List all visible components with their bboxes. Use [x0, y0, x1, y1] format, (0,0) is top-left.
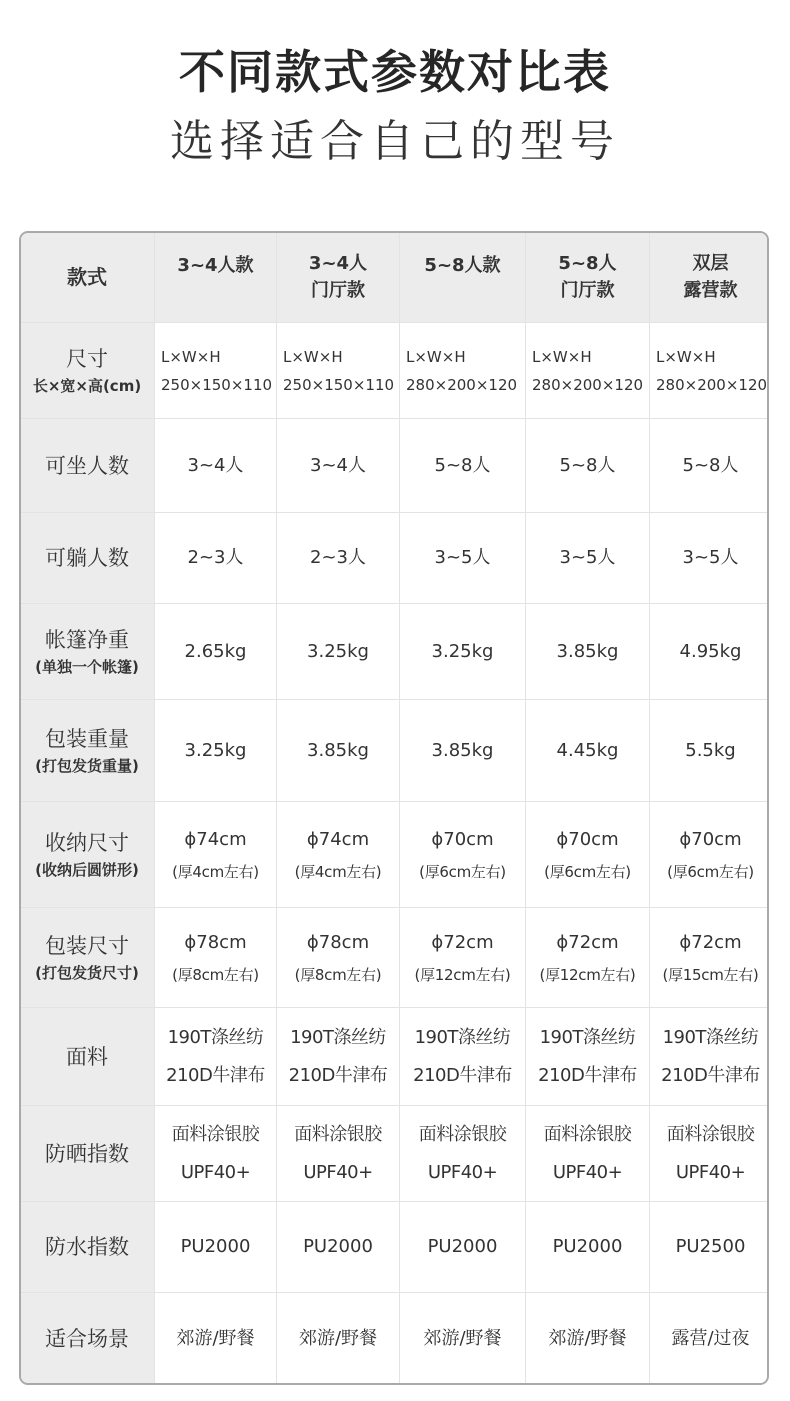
value-cell — [650, 604, 770, 700]
cell-value: 190T涤丝纺 — [414, 1026, 511, 1048]
value-cell — [400, 802, 526, 908]
cell-value: 2~3人 — [310, 547, 366, 568]
value-cell — [155, 323, 277, 419]
value-cell — [526, 419, 650, 513]
cell-value-secondary: (厚12cm左右) — [414, 965, 511, 984]
model-name-line1: 3~4人款 — [177, 255, 254, 276]
cell-value: 面料涂银胶 — [418, 1123, 507, 1145]
cell-value: ϕ70cm — [556, 828, 619, 850]
value-cell — [526, 1008, 650, 1106]
value-cell — [400, 604, 526, 700]
value-cell — [526, 802, 650, 908]
value-cell — [155, 604, 277, 700]
value-cell — [650, 700, 770, 802]
row-label-cell — [20, 700, 155, 802]
value-cell — [526, 1293, 650, 1386]
cell-value: 5~8人 — [559, 454, 616, 476]
cell-value: L×W×H — [161, 347, 221, 366]
cell-value: 190T涤丝纺 — [539, 1026, 636, 1048]
model-header-5 — [650, 232, 770, 323]
table-row — [20, 1008, 770, 1106]
value-cell — [155, 908, 277, 1008]
row-label-cell — [20, 419, 155, 513]
cell-value: 190T涤丝纺 — [167, 1026, 264, 1048]
cell-value: 面料涂银胶 — [294, 1123, 382, 1145]
cell-value: 3.85kg — [307, 739, 369, 761]
row-sublabel: (单独一个帐篷) — [35, 657, 139, 676]
value-cell — [526, 700, 650, 802]
cell-value-secondary: 210D牛津布 — [413, 1064, 512, 1086]
table-row — [20, 323, 770, 419]
value-cell — [400, 1008, 526, 1106]
cell-value: L×W×H — [406, 347, 466, 366]
cell-value-secondary: 250×150×110 — [283, 375, 395, 394]
row-label-cell — [20, 1202, 155, 1293]
cell-value: PU2500 — [675, 1236, 746, 1257]
cell-value: 190T涤丝纺 — [662, 1026, 759, 1048]
cell-value-secondary: 210D牛津布 — [661, 1064, 760, 1086]
cell-value-secondary: 280×200×120 — [406, 375, 518, 394]
value-cell — [155, 1202, 277, 1293]
cell-value-secondary: 280×200×120 — [656, 375, 768, 394]
cell-value-secondary: 210D牛津布 — [538, 1064, 637, 1086]
model-name-line2: 露营款 — [683, 280, 738, 301]
row-label-cell — [20, 513, 155, 604]
comparison-table — [19, 231, 769, 1385]
table-body — [20, 323, 770, 1386]
cell-value-secondary: (厚8cm左右) — [172, 965, 259, 984]
model-header-1 — [155, 232, 277, 323]
value-cell — [650, 908, 770, 1008]
row-label-cell — [20, 323, 155, 419]
cell-value: 3.25kg — [307, 640, 369, 662]
table-row — [20, 1106, 770, 1202]
table-row — [20, 802, 770, 908]
model-name-line1: 5~8人 — [558, 253, 617, 274]
value-cell — [526, 323, 650, 419]
row-sublabel: 长×宽×高(cm) — [32, 376, 142, 395]
cell-value-secondary: (厚6cm左右) — [544, 862, 631, 881]
cell-value-secondary: UPF40+ — [303, 1161, 373, 1183]
page-title: 不同款式参数对比表 — [179, 45, 611, 99]
cell-value: PU2000 — [427, 1236, 498, 1257]
table-header-row — [20, 232, 770, 323]
cell-value-secondary: (厚6cm左右) — [667, 862, 754, 881]
value-cell — [277, 700, 400, 802]
row-label: 可坐人数 — [45, 453, 129, 478]
value-cell — [277, 1293, 400, 1386]
cell-value-secondary: 250×150×110 — [161, 375, 273, 394]
value-cell — [400, 1293, 526, 1386]
cell-value: 3~4人 — [187, 454, 244, 476]
model-header-3 — [400, 232, 526, 323]
row-sublabel: (打包发货重量) — [35, 756, 139, 775]
row-label-cell — [20, 1106, 155, 1202]
cell-value: 3~5人 — [682, 547, 739, 568]
value-cell — [526, 513, 650, 604]
table-row — [20, 513, 770, 604]
cell-value: 2~3人 — [187, 547, 244, 568]
cell-value: 5~8人 — [682, 454, 739, 476]
cell-value: 面料涂银胶 — [171, 1123, 260, 1145]
table-row — [20, 700, 770, 802]
cell-value-secondary: (厚4cm左右) — [172, 862, 259, 881]
value-cell — [400, 1106, 526, 1202]
table-row — [20, 908, 770, 1008]
table-row — [20, 604, 770, 700]
cell-value: 露营/过夜 — [671, 1328, 750, 1349]
model-name-line1: 3~4人 — [308, 253, 368, 274]
row-sublabel: (收纳后圆饼形) — [35, 860, 139, 879]
cell-value: ϕ78cm — [306, 931, 370, 953]
row-label-cell — [20, 1293, 155, 1386]
row-label: 可躺人数 — [45, 546, 129, 570]
value-cell — [155, 513, 277, 604]
comparison-table-frame — [19, 231, 769, 1385]
cell-value-secondary: UPF40+ — [427, 1161, 498, 1183]
row-label: 防晒指数 — [45, 1141, 129, 1166]
cell-value-secondary: 280×200×120 — [532, 375, 644, 394]
model-name-line2: 门厅款 — [560, 280, 615, 301]
cell-value-secondary: (厚15cm左右) — [662, 965, 759, 984]
cell-value: ϕ74cm — [184, 828, 247, 850]
table-row — [20, 1293, 770, 1386]
value-cell — [277, 604, 400, 700]
cell-value: 郊游/野餐 — [548, 1328, 627, 1349]
value-cell — [155, 802, 277, 908]
cell-value-secondary: UPF40+ — [552, 1161, 623, 1183]
model-name-line2: 门厅款 — [311, 280, 365, 301]
value-cell — [400, 323, 526, 419]
value-cell — [277, 419, 400, 513]
cell-value: L×W×H — [283, 347, 343, 366]
value-cell — [400, 513, 526, 604]
row-sublabel: (打包发货尺寸) — [35, 963, 139, 982]
row-label: 防水指数 — [45, 1235, 129, 1259]
row-label: 适合场景 — [45, 1327, 129, 1351]
cell-value-secondary: 210D牛津布 — [166, 1064, 265, 1086]
value-cell — [277, 908, 400, 1008]
value-cell — [155, 1293, 277, 1386]
cell-value: 面料涂银胶 — [543, 1123, 632, 1145]
value-cell — [155, 700, 277, 802]
cell-value: 3.25kg — [184, 739, 247, 761]
cell-value: 3.85kg — [431, 739, 494, 761]
cell-value: L×W×H — [656, 347, 716, 366]
value-cell — [277, 513, 400, 604]
cell-value: 面料涂银胶 — [666, 1123, 755, 1145]
cell-value: ϕ70cm — [431, 828, 494, 850]
cell-value: 3~5人 — [434, 547, 491, 568]
model-name-line1: 双层 — [692, 253, 729, 274]
value-cell — [277, 802, 400, 908]
cell-value: ϕ74cm — [306, 828, 370, 850]
value-cell — [277, 1202, 400, 1293]
cell-value: 3~4人 — [310, 454, 366, 476]
row-label: 面料 — [66, 1044, 108, 1069]
value-cell — [650, 323, 770, 419]
cell-value-secondary: 210D牛津布 — [288, 1064, 388, 1086]
cell-value: 5~8人 — [434, 454, 491, 476]
value-cell — [650, 802, 770, 908]
value-cell — [526, 1106, 650, 1202]
value-cell — [650, 1106, 770, 1202]
table-row — [20, 1202, 770, 1293]
cell-value-secondary: UPF40+ — [675, 1161, 746, 1183]
cell-value: PU2000 — [180, 1236, 251, 1257]
cell-value: 4.45kg — [556, 739, 619, 761]
value-cell — [526, 1202, 650, 1293]
value-cell — [155, 1008, 277, 1106]
cell-value: 2.65kg — [184, 640, 247, 662]
row-label-cell — [20, 908, 155, 1008]
model-header-4 — [526, 232, 650, 323]
corner-header: 款式 — [20, 232, 155, 323]
value-cell — [650, 1008, 770, 1106]
cell-value-secondary: (厚6cm左右) — [419, 862, 506, 881]
model-name-line1: 5~8人款 — [424, 255, 501, 276]
row-label-cell — [20, 1008, 155, 1106]
cell-value: 3.25kg — [431, 640, 494, 662]
cell-value: 3~5人 — [559, 547, 616, 568]
value-cell — [650, 513, 770, 604]
cell-value-secondary: (厚4cm左右) — [294, 862, 382, 881]
cell-value: 郊游/野餐 — [298, 1328, 378, 1349]
row-label: 收纳尺寸 — [45, 830, 129, 855]
model-header-2 — [277, 232, 400, 323]
value-cell — [277, 1008, 400, 1106]
cell-value: 4.95kg — [679, 640, 742, 662]
value-cell — [155, 419, 277, 513]
row-label: 包装重量 — [45, 726, 129, 751]
value-cell — [277, 323, 400, 419]
row-label-cell — [20, 802, 155, 908]
value-cell — [650, 1202, 770, 1293]
cell-value: ϕ72cm — [679, 931, 742, 953]
value-cell — [650, 419, 770, 513]
row-label: 包装尺寸 — [45, 933, 129, 958]
cell-value: ϕ70cm — [679, 828, 742, 850]
cell-value: ϕ78cm — [184, 931, 247, 953]
page-subtitle: 选择适合自己的型号 — [170, 116, 620, 167]
cell-value: 郊游/野餐 — [176, 1328, 255, 1349]
cell-value: ϕ72cm — [431, 931, 494, 953]
row-label: 帐篷净重 — [45, 627, 129, 652]
value-cell — [650, 1293, 770, 1386]
cell-value: ϕ72cm — [556, 931, 619, 953]
cell-value: 郊游/野餐 — [423, 1328, 502, 1349]
cell-value: 5.5kg — [685, 739, 736, 761]
cell-value: PU2000 — [552, 1236, 623, 1257]
cell-value: PU2000 — [303, 1236, 373, 1257]
cell-value: 3.85kg — [556, 640, 619, 662]
table-row — [20, 419, 770, 513]
row-label: 尺寸 — [66, 346, 108, 371]
value-cell — [277, 1106, 400, 1202]
value-cell — [526, 604, 650, 700]
row-label-cell — [20, 604, 155, 700]
value-cell — [526, 908, 650, 1008]
value-cell — [400, 908, 526, 1008]
cell-value-secondary: (厚12cm左右) — [539, 965, 636, 984]
cell-value: 190T涤丝纺 — [290, 1026, 386, 1048]
cell-value-secondary: UPF40+ — [180, 1161, 251, 1183]
value-cell — [400, 700, 526, 802]
cell-value: L×W×H — [532, 347, 592, 366]
value-cell — [400, 419, 526, 513]
cell-value-secondary: (厚8cm左右) — [294, 965, 382, 984]
value-cell — [155, 1106, 277, 1202]
value-cell — [400, 1202, 526, 1293]
